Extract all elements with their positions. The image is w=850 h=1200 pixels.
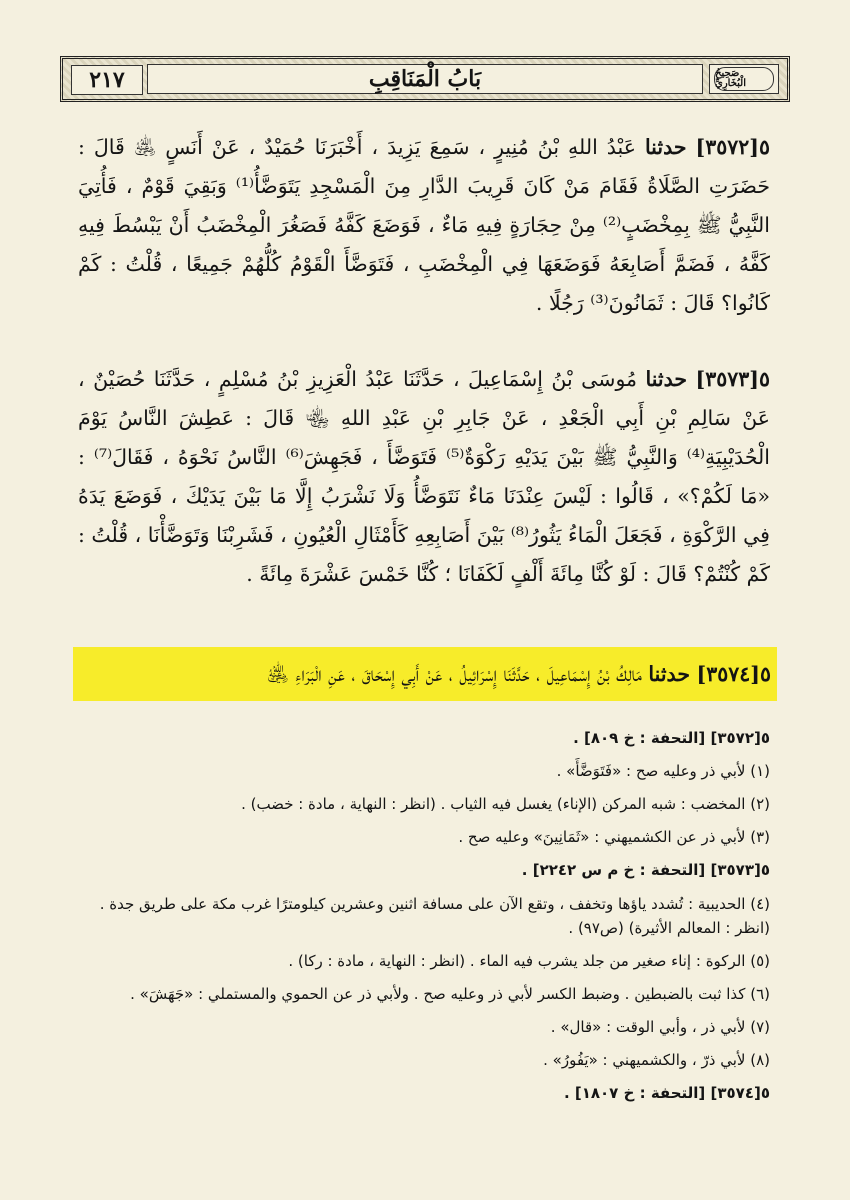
footnote-7: (٧) لأبي ذر ، وأبي الوقت : «قال» . xyxy=(550,1018,770,1036)
hadith-number: ٥[٣٥٧٢] xyxy=(695,135,770,159)
footnotes xyxy=(80,722,770,1110)
hadith-lead: حدثنا xyxy=(648,662,690,686)
hadith-number: ٥[٣٥٧٤] xyxy=(696,662,771,686)
hadith-text: مَالِكُ بْنُ إِسْمَاعِيلَ ، حَدَّثَنَا إِسْرَائِيلُ ، عَنْ أَبِي إِسْحَاقَ ، عَنِ الْبَرَاءِ ﵁ xyxy=(266,662,642,686)
hadith-text: عَبْدُ اللهِ بْنُ مُنِيرٍ ، سَمِعَ يَزِيدَ ، أَخْبَرَنَا حُمَيْدٌ ، عَنْ أَنَسٍ ﵁ قَالَ : حَضَرَتِ الصَّلَاةُ فَقَامَ مَنْ كَانَ قَرِيبَ الدَّارِ مِنَ الْمَسْجِدِ يَتَوَضَّأُ⁽¹⁾ وَبَقِيَ قَوْمٌ ، فَأُتِيَ النَّبِيُّ ﷺ بِمِخْضَبٍ⁽²⁾ مِنْ حِجَارَةٍ فِيهِ مَاءٌ ، فَوَضَعَ كَفَّهُ فَصَغُرَ الْمِخْضَبُ أَنْ يَبْسُطَ فِيهِ كَفَّهُ ، فَضَمَّ أَصَابِعَهُ فَوَضَعَهَا فِي الْمِخْضَبِ ، فَتَوَضَّأَ الْقَوْمُ كُلُّهُمْ جَمِيعًا ، قُلْتُ : كَمْ كَانُوا؟ قَالَ : ثَمَانُونَ⁽³⁾ رَجُلًا . xyxy=(78,135,770,315)
footnote-8: (٨) لأبي ذرّ ، والكشميهني : «يَفُورُ» . xyxy=(543,1051,770,1069)
hadith-3573 xyxy=(78,360,770,594)
footnote-6: (٦) كذا ثبت بالضبطين . وضبط الكسر لأبي ذر وعليه صح . ولأبي ذر عن الحموي والمستملي : «جَهَشَ» . xyxy=(130,985,770,1003)
footnote-ref-3572: ٥[٣٥٧٢] [التحفة : خ ٨٠٩] . xyxy=(573,729,770,747)
hadith-3574-highlighted xyxy=(73,647,777,701)
hadith-3572 xyxy=(78,128,770,323)
chapter-title: بَابُ الْمَنَاقِبِ xyxy=(368,66,482,92)
footnote-2: (٢) المخضب : شبه المركن (الإناء) يغسل فيه الثياب . (انظر : النهاية ، مادة : خضب) . xyxy=(241,795,770,813)
footnote-4: (٤) الحديبية : تُشدد ياؤها وتخفف ، وتقع الآن على مسافة اثنين وعشرين كيلومترًا غرب مكة على طريق جدة . (انظر : المعالم الأثيرة) (ص٩٧) . xyxy=(99,895,770,937)
footnote-5: (٥) الركوة : إناء صغير من جلد يشرب فيه الماء . (انظر : النهاية ، مادة : ركا) . xyxy=(288,952,770,970)
hadith-lead: حدثنا xyxy=(644,135,687,159)
hadith-lead: حدثنا xyxy=(645,367,688,391)
page-number: ٢١٧ xyxy=(71,65,143,95)
hadith-text: مُوسَى بْنُ إِسْمَاعِيلَ ، حَدَّثَنَا عَبْدُ الْعَزِيزِ بْنُ مُسْلِمٍ ، حَدَّثَنَا حُصَيْنٌ ، عَنْ سَالِمِ بْنِ أَبِي الْجَعْدِ ، عَنْ جَابِرِ بْنِ عَبْدِ اللهِ ﵄ قَالَ : عَطِشَ النَّاسُ يَوْمَ الْحُدَيْبِيَةِ⁽⁴⁾ وَالنَّبِيُّ ﷺ بَيْنَ يَدَيْهِ رَكْوَةٌ⁽⁵⁾ فَتَوَضَّأَ ، فَجَهِشَ⁽⁶⁾ النَّاسُ نَحْوَهُ ، فَقَالَ⁽⁷⁾ : «مَا لَكُمْ؟» ، قَالُوا : لَيْسَ عِنْدَنَا مَاءٌ نَتَوَضَّأُ وَلَا نَشْرَبُ إِلَّا مَا بَيْنَ يَدَيْكَ ، فَوَضَعَ يَدَهُ فِي الرَّكْوَةِ ، فَجَعَلَ الْمَاءُ يَثُورُ⁽⁸⁾ بَيْنَ أَصَابِعِهِ كَأَمْثَالِ الْعُيُونِ ، فَشَرِبْنَا وَتَوَضَّأْنَا ، قُلْتُ : كَمْ كُنْتُمْ؟ قَالَ : لَوْ كُنَّا مِائَةَ أَلْفٍ لَكَفَانَا ؛ كُنَّا خَمْسَ عَشْرَةَ مِائَةً . xyxy=(77,367,770,586)
footnote-ref-3574: ٥[٣٥٧٤] [التحفة : خ ١٨٠٧] . xyxy=(563,1084,770,1102)
book-logo xyxy=(709,64,779,94)
footnote-ref-3573: ٥[٣٥٧٣] [التحفة : خ م س ٢٢٤٢] . xyxy=(521,861,770,879)
book-logo-text: صَحِيحُ الْبُخَارِيِّ xyxy=(714,67,774,91)
hadith-3574-paragraph xyxy=(79,659,771,689)
hadith-number: ٥[٣٥٧٣] xyxy=(695,367,770,391)
footnote-3: (٣) لأبي ذر عن الكشميهني : «ثَمَانِينَ» وعليه صح . xyxy=(458,828,770,846)
hadith-3572-paragraph xyxy=(78,128,770,323)
hadith-3573-paragraph xyxy=(78,360,770,594)
chapter-title-frame xyxy=(147,64,703,94)
footnote-1: (١) لأبي ذر وعليه صح : «فَتَوَضَّأَ» . xyxy=(556,762,770,780)
page-header xyxy=(60,56,790,102)
